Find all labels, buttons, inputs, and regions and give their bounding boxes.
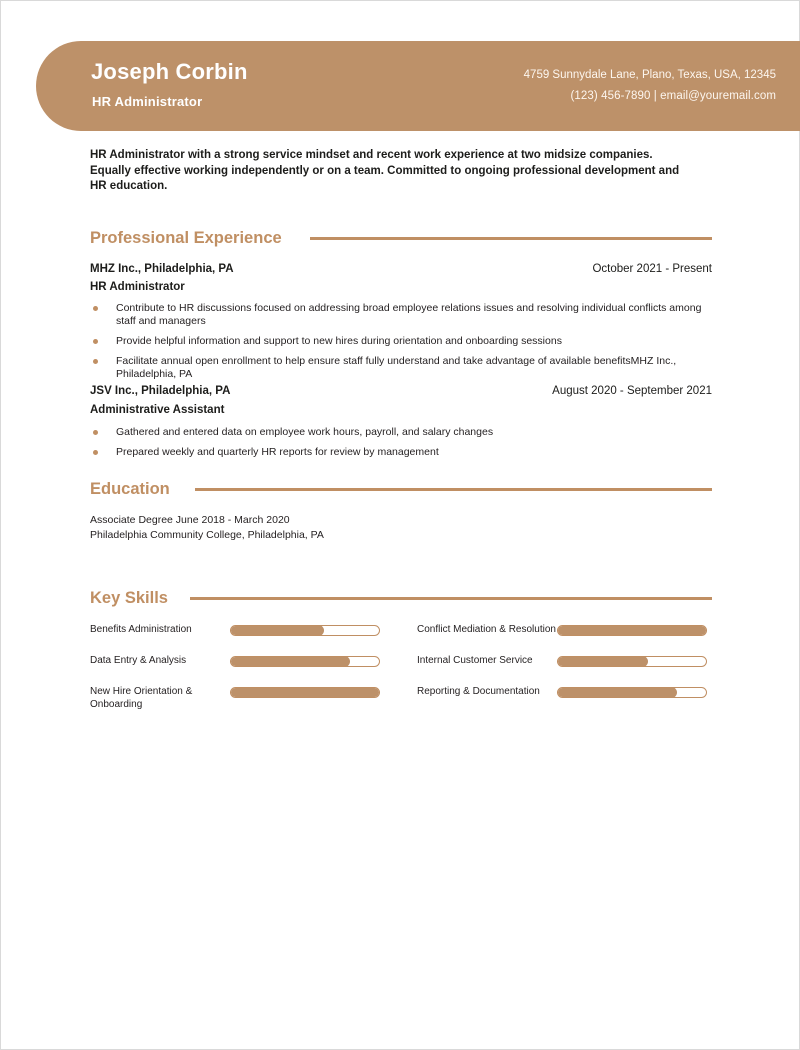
job-bullet-list xyxy=(90,426,712,466)
skill-row xyxy=(417,686,707,699)
list-item xyxy=(90,355,712,381)
section-header-experience xyxy=(90,229,712,248)
section-divider-skills xyxy=(190,597,712,600)
bullet-text: Gathered and entered data on employee work hours, payroll, and salary changes xyxy=(116,426,494,438)
skill-row xyxy=(90,624,380,637)
section-divider-education xyxy=(195,488,712,491)
bullet-text: Contribute to HR discussions focused on addressing broad employee relations issues and resolving individual conflicts among staff and managers xyxy=(116,302,702,327)
list-item xyxy=(90,426,712,439)
job-bullet-list xyxy=(90,302,712,388)
section-title-education: Education xyxy=(90,480,170,498)
skill-level-bar xyxy=(557,687,707,698)
contact-phone-email: (123) 456-7890 | email@youremail.com xyxy=(570,90,776,102)
job-title: Administrative Assistant xyxy=(90,404,225,416)
job-company: JSV Inc., Philadelphia, PA xyxy=(90,385,231,397)
skill-level-fill xyxy=(557,687,677,698)
bullet-text: Provide helpful information and support to new hires during orientation and onboarding sessions xyxy=(116,335,562,347)
resume-header-banner xyxy=(36,41,800,131)
contact-address: 4759 Sunnydale Lane, Plano, Texas, USA, 12345 xyxy=(523,69,776,81)
bullet-text: Facilitate annual open enrollment to help ensure staff fully understand and take advantage of available benefitsMHZ Inc., Philadelphia, PA xyxy=(116,355,677,380)
contact-info xyxy=(524,65,776,107)
job-header-row xyxy=(90,385,712,397)
skill-level-bar xyxy=(230,656,380,667)
list-item xyxy=(90,446,712,459)
skill-level-fill xyxy=(557,625,707,636)
job-company: MHZ Inc., Philadelphia, PA xyxy=(90,263,234,275)
job-dates: August 2020 - September 2021 xyxy=(552,385,712,397)
skill-level-bar xyxy=(557,625,707,636)
bullet-dot-icon xyxy=(93,359,98,364)
list-item xyxy=(90,335,712,348)
skill-level-bar xyxy=(230,625,380,636)
skill-label: New Hire Orientation & Onboarding xyxy=(90,686,193,710)
bullet-text: Prepared weekly and quarterly HR reports for review by management xyxy=(116,446,439,458)
skill-label: Benefits Administration xyxy=(90,624,192,635)
education-degree: Associate Degree June 2018 - March 2020 xyxy=(90,514,290,526)
skill-row xyxy=(90,655,380,668)
skill-row xyxy=(417,655,707,668)
section-header-skills xyxy=(90,589,712,608)
bullet-dot-icon xyxy=(93,430,98,435)
skill-level-fill xyxy=(557,656,648,667)
skill-row xyxy=(90,686,380,711)
candidate-name: Joseph Corbin xyxy=(91,59,248,84)
section-header-education xyxy=(90,480,712,499)
professional-summary: HR Administrator with a strong service mindset and recent work experience at two midsize companies. Equally effective working independently or on a team. Committed to ongoing professional development and HR education. xyxy=(90,149,680,192)
skill-level-fill xyxy=(230,656,350,667)
skill-level-fill xyxy=(230,625,324,636)
bullet-dot-icon xyxy=(93,450,98,455)
skill-label: Conflict Mediation & Resolution xyxy=(417,624,556,635)
list-item xyxy=(90,302,712,328)
job-header-row xyxy=(90,263,712,275)
skill-row xyxy=(417,624,707,637)
skill-level-bar xyxy=(557,656,707,667)
education-entry xyxy=(90,513,712,543)
job-dates: October 2021 - Present xyxy=(592,263,712,275)
candidate-role: HR Administrator xyxy=(92,94,203,109)
bullet-dot-icon xyxy=(93,306,98,311)
skill-label: Reporting & Documentation xyxy=(417,686,540,697)
job-title: HR Administrator xyxy=(90,281,185,293)
bullet-dot-icon xyxy=(93,339,98,344)
section-title-skills: Key Skills xyxy=(90,589,168,607)
section-title-experience: Professional Experience xyxy=(90,229,282,247)
education-school: Philadelphia Community College, Philadelphia, PA xyxy=(90,529,324,541)
section-divider-experience xyxy=(310,237,712,240)
skill-level-bar xyxy=(230,687,380,698)
skill-label: Internal Customer Service xyxy=(417,655,533,666)
skill-label: Data Entry & Analysis xyxy=(90,655,187,666)
skill-level-fill xyxy=(230,687,380,698)
